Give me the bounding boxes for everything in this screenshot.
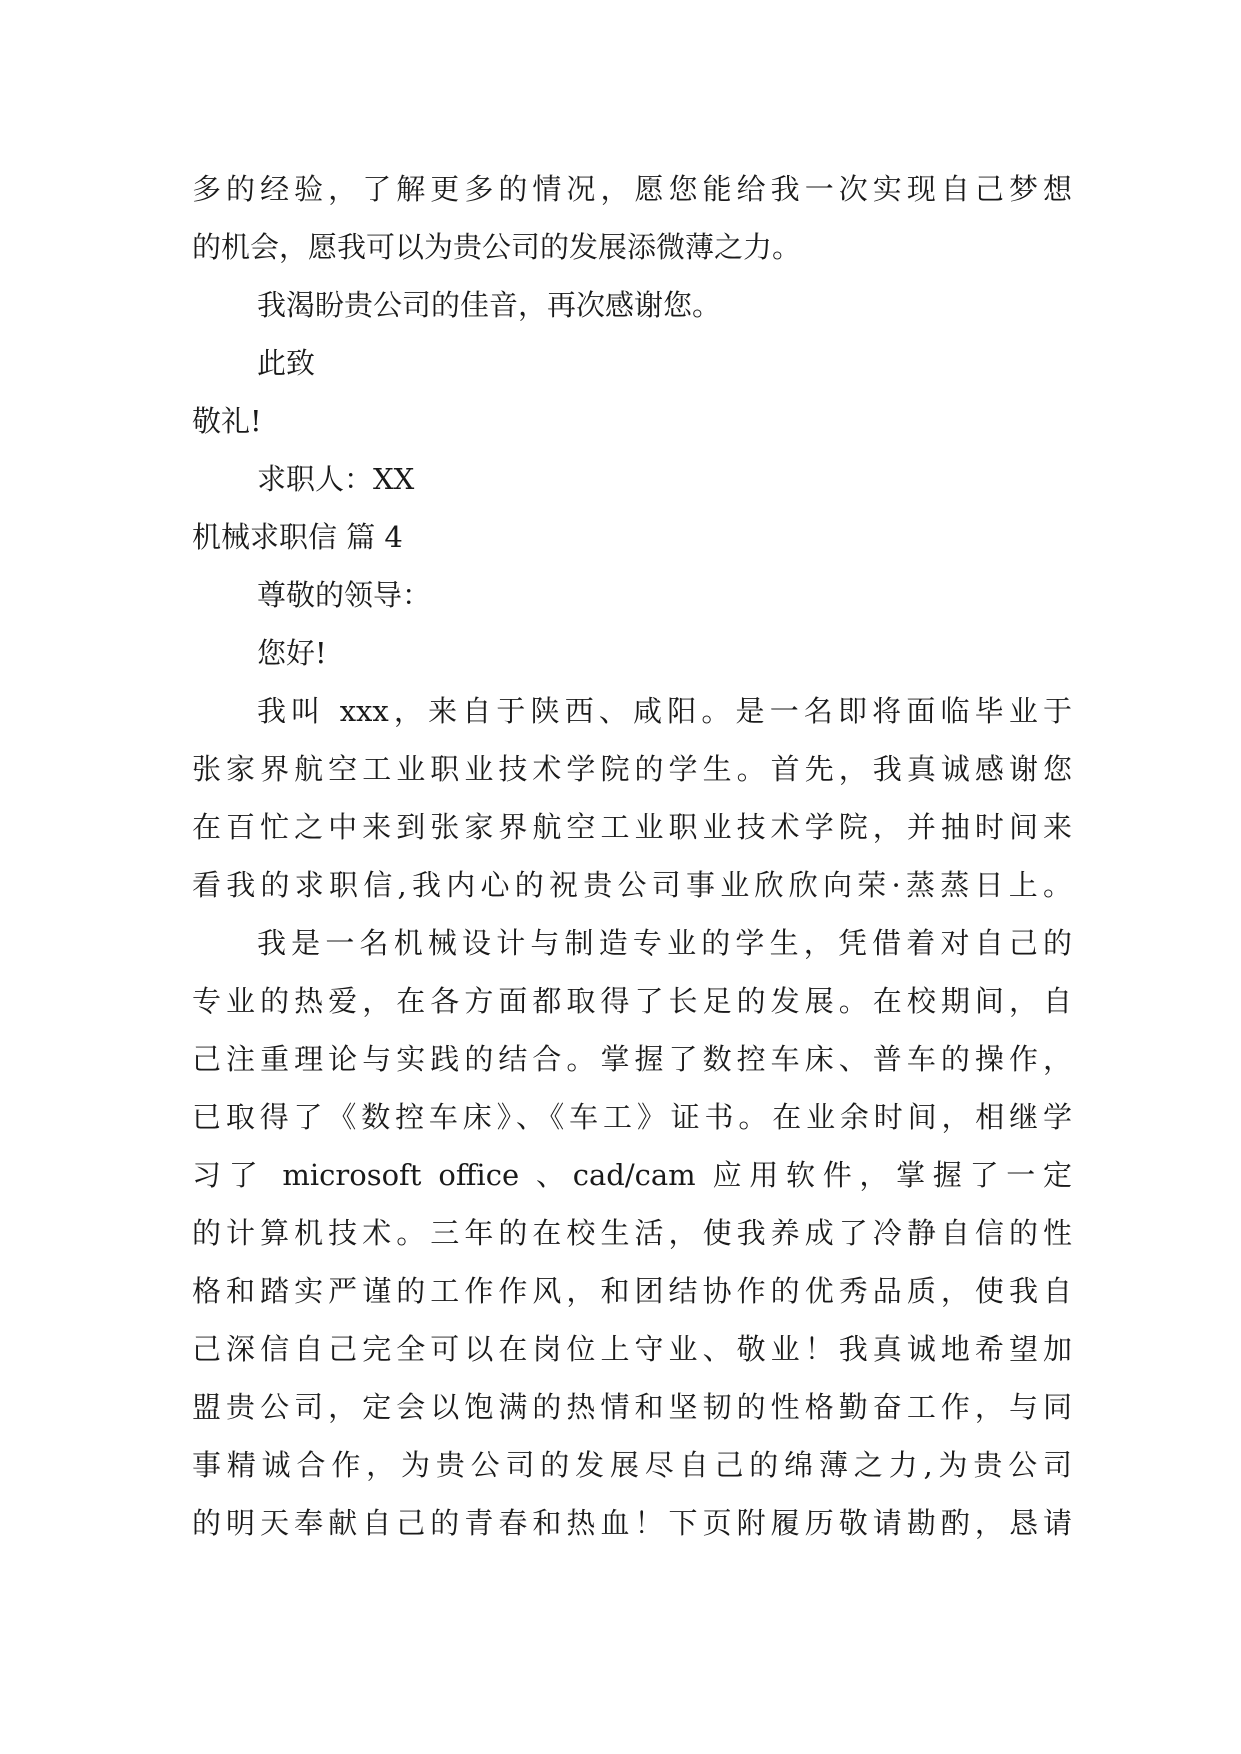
text-line: 事精诚合作，为贵公司的发展尽自己的绵薄之力,为贵公司 <box>192 1448 1072 1482</box>
closing-regards: 敬礼! <box>192 404 262 438</box>
text-line: 己深信自己完全可以在岗位上守业、敬业！我真诚地希望加 <box>192 1332 1072 1366</box>
closing-salutation: 此致 <box>257 346 316 380</box>
text-line: 多的经验，了解更多的情况，愿您能给我一次实现自己梦想 <box>192 172 1072 206</box>
text-line: 我叫 xxx，来自于陕西、咸阳。是一名即将面临毕业于 <box>257 694 1072 728</box>
greeting-line: 尊敬的领导： <box>257 578 432 612</box>
text-line: 在百忙之中来到张家界航空工业职业技术学院，并抽时间来 <box>192 810 1072 844</box>
text-line: 己注重理论与实践的结合。掌握了数控车床、普车的操作， <box>192 1042 1072 1076</box>
greeting-line: 您好! <box>257 636 327 670</box>
text-line: 已取得了《数控车床》、《车工》证书。在业余时间，相继学 <box>192 1100 1072 1134</box>
letter-body <box>192 160 1072 1552</box>
text-line: 张家界航空工业职业技术学院的学生。首先，我真诚感谢您 <box>192 752 1072 786</box>
text-line: 我渴盼贵公司的佳音，再次感谢您。 <box>257 288 722 322</box>
text-line: 的计算机技术。三年的在校生活，使我养成了冷静自信的性 <box>192 1216 1072 1250</box>
text-line: 习了 microsoft office 、cad/cam 应用软件，掌握了一定 <box>192 1158 1072 1192</box>
text-line: 的机会，愿我可以为贵公司的发展添微薄之力。 <box>192 230 802 264</box>
text-line: 看我的求职信,我内心的祝贵公司事业欣欣向荣·蒸蒸日上。 <box>192 868 1072 902</box>
text-line: 盟贵公司，定会以饱满的热情和坚韧的性格勤奋工作，与同 <box>192 1390 1072 1424</box>
text-line: 格和踏实严谨的工作作风，和团结协作的优秀品质，使我自 <box>192 1274 1072 1308</box>
signature-line: 求职人：XX <box>257 462 415 496</box>
text-line: 专业的热爱，在各方面都取得了长足的发展。在校期间，自 <box>192 984 1072 1018</box>
text-line: 我是一名机械设计与制造专业的学生，凭借着对自己的 <box>257 926 1072 960</box>
text-line: 的明天奉献自己的青春和热血！下页附履历敬请勘酌，恳请 <box>192 1506 1072 1540</box>
section-heading: 机械求职信 篇 4 <box>192 520 403 554</box>
